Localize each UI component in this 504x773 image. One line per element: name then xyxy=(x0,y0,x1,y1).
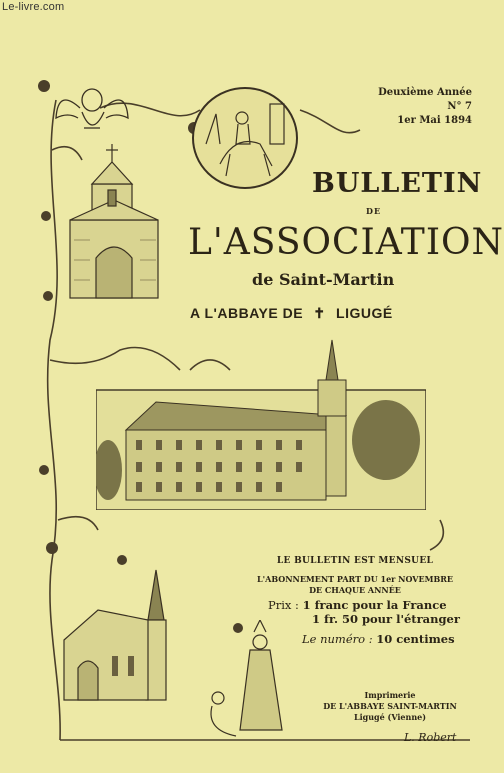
title-de: DE xyxy=(366,206,382,216)
saint-martin-medallion xyxy=(190,84,300,192)
price-etranger: 1 fr. 50 pour l'étranger xyxy=(312,612,460,626)
title-place-name: LIGUGÉ xyxy=(336,305,393,321)
printer-info xyxy=(306,690,474,723)
cross-icon: ✝ xyxy=(313,305,326,321)
notice-abonnement xyxy=(250,574,460,596)
issue-number: N° 7 xyxy=(447,101,472,112)
church-illustration xyxy=(58,560,188,710)
price-france: 1 franc pour la France xyxy=(302,598,447,612)
artist-signature: L. Robert xyxy=(404,731,457,744)
site-watermark: Le-livre.com xyxy=(2,1,65,13)
subscription-notice xyxy=(250,556,460,596)
numero-value: 10 centimes xyxy=(376,632,455,646)
saint-figures-illustration xyxy=(196,620,306,750)
abonnement-line1: L'ABONNEMENT PART DU 1er NOVEMBRE xyxy=(257,574,453,584)
abbey-engraving xyxy=(96,320,426,510)
issue-info xyxy=(362,86,472,128)
abonnement-line2: DE CHAQUE ANNÉE xyxy=(309,585,401,595)
printer-line3: Ligugé (Vienne) xyxy=(353,712,427,722)
issue-price xyxy=(302,632,455,646)
title-bulletin: BULLETIN xyxy=(312,168,483,199)
price-france-row xyxy=(268,598,468,612)
angel-illustration xyxy=(52,78,132,148)
title-subtitle: de Saint-Martin xyxy=(252,270,395,289)
printer-line1: Imprimerie xyxy=(364,690,416,700)
numero-label: Le numéro : xyxy=(302,632,373,646)
issue-year: Deuxième Année xyxy=(378,87,472,98)
issue-date: 1er Mai 1894 xyxy=(397,115,472,126)
price-label: Prix : xyxy=(268,598,299,612)
title-association: L'ASSOCIATION xyxy=(188,222,504,263)
notice-mensuel: LE BULLETIN EST MENSUEL xyxy=(276,556,434,566)
printer-line2: DE L'ABBAYE SAINT-MARTIN xyxy=(323,701,457,711)
chapel-illustration xyxy=(60,140,180,310)
title-place-prefix: A L'ABBAYE DE xyxy=(190,305,304,321)
